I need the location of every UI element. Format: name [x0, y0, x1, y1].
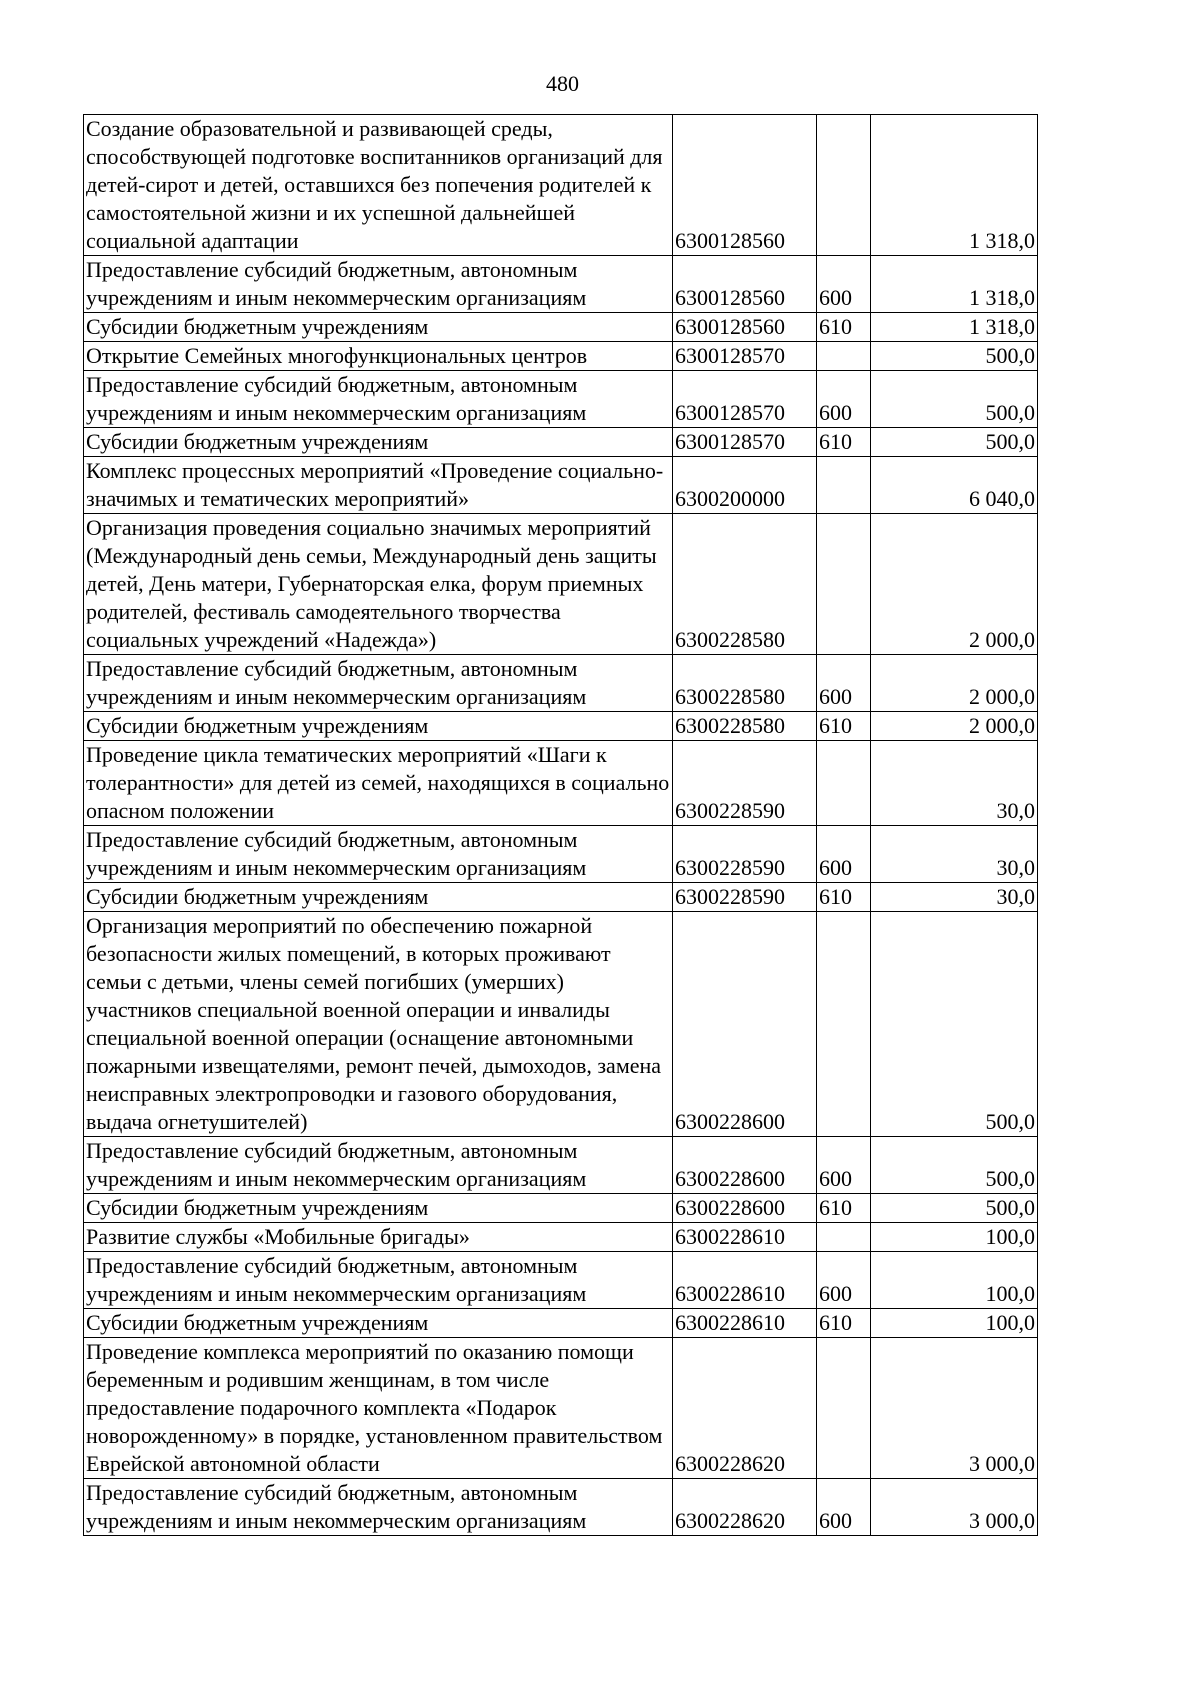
table-row [84, 1338, 1038, 1479]
table-row [84, 313, 1038, 342]
row-expense-type-cell: 600 [817, 655, 871, 712]
row-name-cell: Создание образовательной и развивающей среды, способствующей подготовке воспитанников организаций для детей-сирот и детей, оставшихся без попечения родителей к самостоятельной жизни и их успешной дальнейшей социальной адаптации [84, 115, 673, 256]
row-name-cell: Субсидии бюджетным учреждениям [84, 313, 673, 342]
row-name-cell: Открытие Семейных многофункциональных центров [84, 342, 673, 371]
row-code-cell: 6300200000 [673, 457, 817, 514]
row-code-cell: 6300228580 [673, 514, 817, 655]
table-row [84, 1137, 1038, 1194]
row-expense-type-cell [817, 457, 871, 514]
row-amount-cell: 100,0 [871, 1309, 1038, 1338]
row-code-cell: 6300228610 [673, 1309, 817, 1338]
table-row [84, 514, 1038, 655]
row-expense-type-cell: 610 [817, 883, 871, 912]
row-code-cell: 6300228610 [673, 1252, 817, 1309]
row-name-cell: Проведение цикла тематических мероприятий «Шаги к толерантности» для детей из семей, находящихся в социально опасном положении [84, 741, 673, 826]
row-expense-type-cell: 610 [817, 313, 871, 342]
row-name-cell: Комплекс процессных мероприятий «Проведение социально-значимых и тематических мероприятий» [84, 457, 673, 514]
table-row [84, 883, 1038, 912]
row-code-cell: 6300228580 [673, 712, 817, 741]
row-amount-cell: 100,0 [871, 1223, 1038, 1252]
row-expense-type-cell: 610 [817, 712, 871, 741]
table-row [84, 457, 1038, 514]
row-amount-cell: 500,0 [871, 342, 1038, 371]
row-code-cell: 6300228580 [673, 655, 817, 712]
table-row [84, 342, 1038, 371]
row-name-cell: Развитие службы «Мобильные бригады» [84, 1223, 673, 1252]
row-name-cell: Предоставление субсидий бюджетным, автономным учреждениям и иным некоммерческим организациям [84, 826, 673, 883]
row-amount-cell: 3 000,0 [871, 1479, 1038, 1536]
row-code-cell: 6300228620 [673, 1338, 817, 1479]
row-code-cell: 6300128570 [673, 342, 817, 371]
table-row [84, 1223, 1038, 1252]
row-expense-type-cell: 610 [817, 428, 871, 457]
table-row [84, 428, 1038, 457]
row-amount-cell: 500,0 [871, 1137, 1038, 1194]
table-row [84, 1309, 1038, 1338]
budget-table-body [84, 115, 1038, 1536]
row-amount-cell: 30,0 [871, 741, 1038, 826]
row-code-cell: 6300228620 [673, 1479, 817, 1536]
row-code-cell: 6300128560 [673, 256, 817, 313]
table-row [84, 712, 1038, 741]
table-row [84, 1479, 1038, 1536]
row-code-cell: 6300228610 [673, 1223, 817, 1252]
row-name-cell: Организация проведения социально значимых мероприятий (Международный день семьи, Международный день защиты детей, День матери, Губернаторская елка, форум приемных родителей, фестиваль самодеятельного творчества социальных учреждений «Надежда») [84, 514, 673, 655]
row-name-cell: Предоставление субсидий бюджетным, автономным учреждениям и иным некоммерческим организациям [84, 371, 673, 428]
row-expense-type-cell [817, 1223, 871, 1252]
row-expense-type-cell [817, 342, 871, 371]
row-code-cell: 6300228600 [673, 1137, 817, 1194]
row-name-cell: Предоставление субсидий бюджетным, автономным учреждениям и иным некоммерческим организациям [84, 256, 673, 313]
row-name-cell: Субсидии бюджетным учреждениям [84, 1194, 673, 1223]
row-amount-cell: 30,0 [871, 883, 1038, 912]
row-code-cell: 6300128570 [673, 428, 817, 457]
row-amount-cell: 500,0 [871, 428, 1038, 457]
row-amount-cell: 500,0 [871, 371, 1038, 428]
row-expense-type-cell: 610 [817, 1194, 871, 1223]
row-code-cell: 6300228600 [673, 912, 817, 1137]
row-expense-type-cell [817, 912, 871, 1137]
row-name-cell: Организация мероприятий по обеспечению пожарной безопасности жилых помещений, в которых проживают семьи с детьми, члены семей погибших (умерших) участников специальной военной операции и инвалиды специальной военной операции (оснащение автономными пожарными извещателями, ремонт печей, дымоходов, замена неисправных электропроводки и газового оборудования, выдача огнетушителей) [84, 912, 673, 1137]
table-row [84, 655, 1038, 712]
row-expense-type-cell: 600 [817, 1479, 871, 1536]
row-amount-cell: 1 318,0 [871, 256, 1038, 313]
table-row [84, 256, 1038, 313]
row-name-cell: Субсидии бюджетным учреждениям [84, 883, 673, 912]
row-expense-type-cell: 600 [817, 1137, 871, 1194]
table-row [84, 115, 1038, 256]
row-expense-type-cell: 600 [817, 371, 871, 428]
row-name-cell: Предоставление субсидий бюджетным, автономным учреждениям и иным некоммерческим организациям [84, 1479, 673, 1536]
row-name-cell: Субсидии бюджетным учреждениям [84, 1309, 673, 1338]
row-amount-cell: 100,0 [871, 1252, 1038, 1309]
row-expense-type-cell: 600 [817, 256, 871, 313]
table-row [84, 912, 1038, 1137]
row-amount-cell: 30,0 [871, 826, 1038, 883]
row-name-cell: Проведение комплекса мероприятий по оказанию помощи беременным и родившим женщинам, в том числе предоставление подарочного комплекта «Подарок новорожденному» в порядке, установленном правительством Еврейской автономной области [84, 1338, 673, 1479]
row-name-cell: Субсидии бюджетным учреждениям [84, 428, 673, 457]
row-amount-cell: 2 000,0 [871, 712, 1038, 741]
row-code-cell: 6300128560 [673, 313, 817, 342]
table-row [84, 826, 1038, 883]
table-row [84, 1194, 1038, 1223]
row-amount-cell: 6 040,0 [871, 457, 1038, 514]
row-expense-type-cell: 600 [817, 826, 871, 883]
row-amount-cell: 1 318,0 [871, 313, 1038, 342]
row-code-cell: 6300228600 [673, 1194, 817, 1223]
row-amount-cell: 2 000,0 [871, 514, 1038, 655]
row-name-cell: Предоставление субсидий бюджетным, автономным учреждениям и иным некоммерческим организациям [84, 1252, 673, 1309]
table-row [84, 1252, 1038, 1309]
row-name-cell: Предоставление субсидий бюджетным, автономным учреждениям и иным некоммерческим организациям [84, 1137, 673, 1194]
table-row [84, 371, 1038, 428]
row-amount-cell: 500,0 [871, 912, 1038, 1137]
row-code-cell: 6300128570 [673, 371, 817, 428]
row-code-cell: 6300128560 [673, 115, 817, 256]
row-code-cell: 6300228590 [673, 826, 817, 883]
row-expense-type-cell [817, 741, 871, 826]
row-expense-type-cell [817, 514, 871, 655]
row-amount-cell: 1 318,0 [871, 115, 1038, 256]
page-number: 480 [546, 71, 579, 96]
row-expense-type-cell [817, 1338, 871, 1479]
row-code-cell: 6300228590 [673, 741, 817, 826]
row-code-cell: 6300228590 [673, 883, 817, 912]
row-name-cell: Предоставление субсидий бюджетным, автономным учреждениям и иным некоммерческим организациям [84, 655, 673, 712]
row-expense-type-cell [817, 115, 871, 256]
row-expense-type-cell: 600 [817, 1252, 871, 1309]
row-expense-type-cell: 610 [817, 1309, 871, 1338]
table-row [84, 741, 1038, 826]
row-amount-cell: 3 000,0 [871, 1338, 1038, 1479]
row-amount-cell: 500,0 [871, 1194, 1038, 1223]
row-amount-cell: 2 000,0 [871, 655, 1038, 712]
row-name-cell: Субсидии бюджетным учреждениям [84, 712, 673, 741]
budget-table [83, 114, 1038, 1536]
